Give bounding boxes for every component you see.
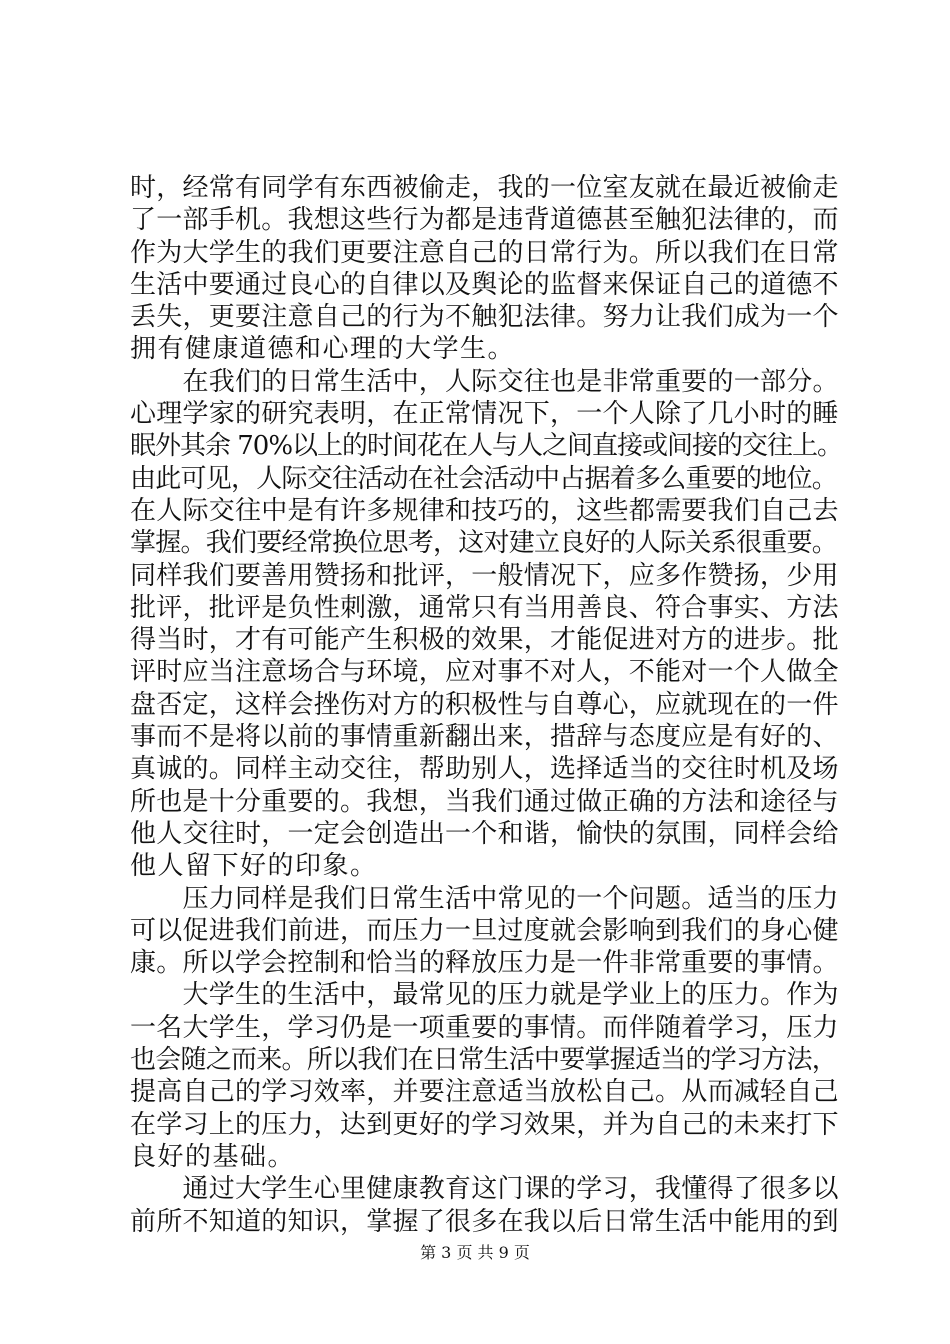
text-line: 良好的基础。 xyxy=(130,1141,296,1172)
text-line: 前所不知道的知识，掌握了很多在我以后日常生活中能用的到 xyxy=(130,1206,839,1237)
body-text xyxy=(130,172,843,1238)
text-line: 作为大学生的我们更要注意自己的日常行为。所以我们在日常 xyxy=(130,237,839,268)
text-line: 盘否定，这样会挫伤对方的积极性与自尊心，应就现在的一件 xyxy=(130,689,839,720)
text-line: 同样我们要善用赞扬和批评，一般情况下，应多作赞扬，少用 xyxy=(130,560,839,591)
text-line: 拥有健康道德和心理的大学生。 xyxy=(130,334,516,365)
text-line: 所也是十分重要的。我想，当我们通过做正确的方法和途径与 xyxy=(130,786,839,817)
text-line: 一名大学生，学习仍是一项重要的事情。而伴随着学习，压力 xyxy=(130,1012,839,1043)
text-line: 评时应当注意场合与环境，应对事不对人，不能对一个人做全 xyxy=(130,657,839,688)
text-line: 他人交往时，一定会创造出一个和谐，愉快的氛围，同样会给 xyxy=(130,818,839,849)
text-line: 生活中要通过良心的自律以及舆论的监督来保证自己的道德不 xyxy=(130,269,839,300)
text-line: 由此可见，人际交往活动在社会活动中占据着多么重要的地位。 xyxy=(130,463,838,494)
text-line: 掌握。我们要经常换位思考，这对建立良好的人际关系很重要。 xyxy=(130,528,838,559)
text-line: 他人留下好的印象。 xyxy=(130,851,378,882)
text-line: 了一部手机。我想这些行为都是违背道德甚至触犯法律的，而 xyxy=(130,205,839,236)
text-line: 心理学家的研究表明，在正常情况下，一个人除了几小时的睡 xyxy=(130,399,839,430)
text-line: 在我们的日常生活中，人际交往也是非常重要的一部分。 xyxy=(130,366,839,397)
text-line: 也会随之而来。所以我们在日常生活中要掌握适当的学习方法， xyxy=(130,1045,838,1076)
text-line: 事而不是将以前的事情重新翻出来，措辞与态度应是有好的、 xyxy=(130,722,839,753)
text-line: 时，经常有同学有东西被偷走，我的一位室友就在最近被偷走 xyxy=(130,173,839,203)
text-line: 压力同样是我们日常生活中常见的一个问题。适当的压力 xyxy=(130,883,839,914)
text-line: 在人际交往中是有许多规律和技巧的，这些都需要我们自己去 xyxy=(130,495,839,526)
text-line: 康。所以学会控制和恰当的释放压力是一件非常重要的事情。 xyxy=(130,948,839,979)
text-line: 真诚的。同样主动交往，帮助别人，选择适当的交往时机及场 xyxy=(130,754,839,785)
text-line: 丢失，更要注意自己的行为不触犯法律。努力让我们成为一个 xyxy=(130,302,839,333)
text-line: 在学习上的压力，达到更好的学习效果，并为自己的未来打下 xyxy=(130,1109,839,1140)
page-number-footer: 第 3 页 共 9 页 xyxy=(420,1243,530,1262)
text-line: 眠外其余 70%以上的时间花在人与人之间直接或间接的交往上。 xyxy=(130,431,843,462)
text-line: 得当时，才有可能产生积极的效果，才能促进对方的进步。批 xyxy=(130,625,839,656)
text-line: 通过大学生心里健康教育这门课的学习，我懂得了很多以 xyxy=(130,1174,839,1205)
text-line: 可以促进我们前进，而压力一旦过度就会影响到我们的身心健 xyxy=(130,915,839,946)
text-line: 批评，批评是负性刺激，通常只有当用善良、符合事实、方法 xyxy=(130,592,839,623)
text-line: 大学生的生活中，最常见的压力就是学业上的压力。作为 xyxy=(130,980,839,1011)
text-line: 提高自己的学习效率，并要注意适当放松自己。从而减轻自己 xyxy=(130,1077,839,1108)
